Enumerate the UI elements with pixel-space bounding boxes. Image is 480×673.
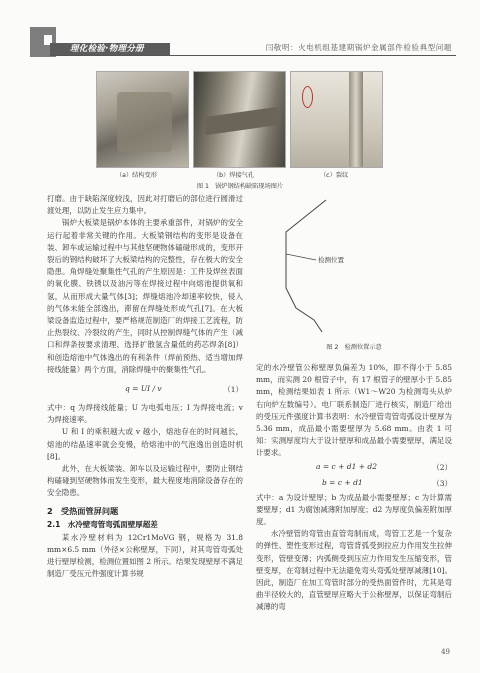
equation-3 xyxy=(256,476,452,492)
equation-2-body: a = c + d1 + d2 xyxy=(316,461,377,471)
paragraph: 定的水冷壁管公称壁厚负偏差为 10%，即不得小于 5.85 mm，而实测 20 根管子中，有 17 根管子的壁厚小于 5.85 mm，检测结果如表 1 所示（W1～W20 为检测弯头从炉右向炉左数编号）。电厂联系制造厂进行核实，制造厂给出的受压元件强度计算书表明：水冷壁管弯管弯弧设计壁厚为 5.36 mm，成品最小需要壁厚为 5.68 mm。由表 1 可知：实测厚度均大于设计壁厚和成品最小需要壁厚，满足设计要求。 xyxy=(256,363,452,458)
equation-1-number: （1） xyxy=(223,385,243,395)
inspection-position-label: 检测位置 xyxy=(318,256,344,264)
photo-structural-deformation xyxy=(96,71,189,168)
photo-weld-porosity xyxy=(193,71,286,168)
photo-crack xyxy=(290,71,383,168)
equation-3-number: （3） xyxy=(432,478,452,488)
page-number: 49 xyxy=(441,648,450,656)
paragraph: 某水冷壁材料为 12Cr1MoVG 钢，规格为 31.8 mm×6.5 mm（外径×公称壁厚，下同），对其弯管弯弧处进行壁厚检测，检测位置如图 2 所示。结果发现壁厚不满足制造厂受压元件强度计算书规 xyxy=(47,532,243,579)
paragraph: 式中：a 为设计壁厚；b 为成品最小需要壁厚；c 为计算需要壁厚；d1 为腐蚀减薄附加厚度；d2 为厚度负偏差附加厚度。 xyxy=(256,492,452,527)
subcaption-c: （c）裂纹 xyxy=(320,172,349,179)
right-column xyxy=(256,362,452,614)
leader-line xyxy=(286,254,316,260)
figure2-caption: 图 2 检测位置示意 xyxy=(326,344,382,351)
bent-tube-line xyxy=(286,200,326,332)
subcaption-b: （b）焊接气孔 xyxy=(213,172,255,179)
equation-2-number: （2） xyxy=(432,462,452,472)
paragraph: U 和 I 的乘积越大或 v 越小，熔池存在的时间越长，熔池的结晶速率就会变慢，给熔池中的气泡逸出创造时机[8]。 xyxy=(47,427,243,461)
equation-1 xyxy=(47,378,243,402)
paragraph: 水冷壁管的弯管由直管弯制而成，弯管工艺是一个复杂的弹性、塑性变形过程，弯管背弧受到拉应力作用发生拉伸变形，管壁变薄；内弧侧受到压应力作用发生压缩变形，管壁变厚，在弯制过程中无法避免弯头弯弧处壁厚减薄[10]。因此，制造厂在加工弯管时部分的受热面管件时，尤其是弯曲半径较大的，直管壁厚应略大于公称壁厚，以保证弯制后减薄的弯 xyxy=(256,529,452,612)
paragraph: 式中：q 为焊接线能量；U 为电弧电压；I 为焊接电流；v 为焊接速率。 xyxy=(47,403,243,425)
journal-brand: 理化检验·物理分册 xyxy=(70,44,144,54)
equation-1-body: q = UI / v xyxy=(125,384,162,394)
left-column xyxy=(47,193,243,580)
crack-highlight-circle xyxy=(302,86,313,108)
equation-3-body: b = c + d1 xyxy=(322,477,363,487)
figure1-caption: 图 1 锅炉钢结构缺陷现场图片 xyxy=(196,183,284,190)
running-title: 闫敬明：火电机组基建期锅炉金属部件检验典型问题 xyxy=(265,43,452,52)
subsection-heading: 2.1 水冷壁弯管弯弧面壁厚超差 xyxy=(47,519,158,529)
paragraph: 此外，在大板梁装、卸车以及运输过程中，要防止钢结构磕碰到坚硬物体而发生变形，最大程度地消除设备存在的安全隐患。 xyxy=(47,464,243,498)
subcaption-a: （a）结构变形 xyxy=(116,172,157,179)
header-rule xyxy=(50,55,456,56)
figure2-diagram xyxy=(256,192,452,340)
paragraph: 打磨。由于缺陷深度较浅，因此对打磨后的部位进行圆滑过渡处理，以防止发生应力集中。 xyxy=(47,194,243,216)
equation-2 xyxy=(256,460,452,476)
paragraph: 锅炉大板梁是锅炉本体的主要承重部件，对锅炉的安全运行起着非常关键的作用。大板梁钢结构的变形是设备在装、卸车或运输过程中与其他坚硬物体磕碰形成的，变形开裂后的钢结构破坏了大板梁结构的完整性，存在极大的安全隐患。角焊缝处聚集性气孔的产生原因是：工件及焊丝表面的氧化膜、铁锈以及油污等在焊接过程中向熔池提供氧和氢，从而形成大量气体[3]；焊缝熔池冷却速率较快，侵入的气体未能全部逸出，滞留在焊缝处形成气孔[7]。在大板梁设备监造过程中，要严格规范制造厂的焊接工艺流程，防止热裂纹、冷裂纹的产生，同时从控制焊缝气体的产生（减口和焊条按要求清理、选择扩散氢含量低的药芯焊条[8]）和创造熔池中气体逸出的有利条件（焊前预热、适当增加焊接线能量）两个方面，消除焊缝中的聚集性气孔。 xyxy=(47,218,243,374)
section-heading: 2 受热面管屏问题 xyxy=(47,505,119,516)
